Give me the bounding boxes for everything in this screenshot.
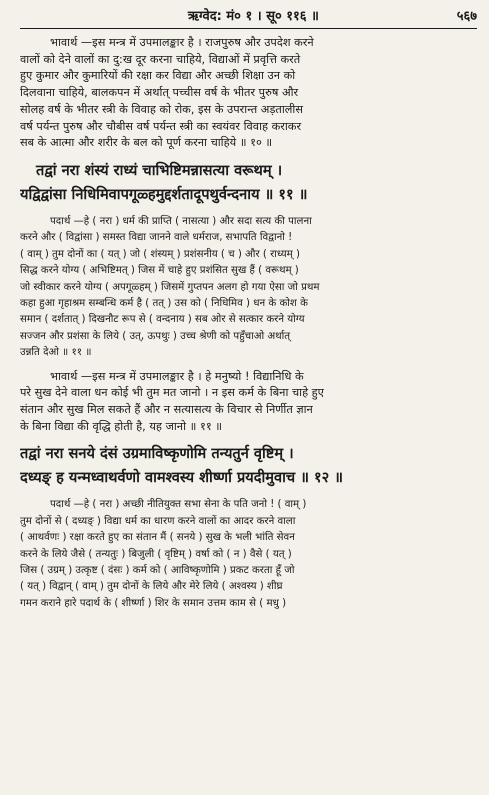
text-line: वर्ष पर्यन्त पुरुष और चौबीस वर्ष पर्यन्त स्त्री का स्वयंवर विवाह कराकर xyxy=(20,119,302,133)
bhavartha-mantra-10 xyxy=(20,35,477,152)
text-line: सज्जन और प्रशंसा के लिये ( उत्, ऊपथुः ) उच्च श्रेणी को पहुँचाओ अर्थात् xyxy=(20,330,291,342)
text-line: जो स्वीकार करने योग्य ( अपगूळ्हम् ) जिसमें गुप्तपन अलग हो गया ऐसा जो प्रथम xyxy=(20,281,320,293)
text-line: दिलवाना चाहिये, बालकपन में अर्थात् पच्चीस वर्ष के भीतर पुरुष और xyxy=(20,86,299,100)
mantra-line: दध्यङ् ह यन्मध्वाथर्वणो वामश्वस्य शीर्ष्णा प्रयदीमुवाच ॥ १२ ॥ xyxy=(20,469,344,487)
mantra-11 xyxy=(20,159,477,207)
text-line: करने के लिये जैसे ( तन्यतुः ) बिजुली ( वृष्टिम् ) वर्षा को ( न ) वैसे ( यत् ) xyxy=(20,548,292,560)
text-line: ( आथर्वणः ) रक्षा करते हुए का संतान मैं ( सनये ) सुख के भली भांति सेवन xyxy=(20,532,295,544)
text-line: सिद्ध करने योग्य ( अभिष्टिमत् ) जिस में चाहे हुए प्रशंसित सुख हैं ( वरूथम् ) xyxy=(20,265,299,277)
text-line: ( यत् ) विद्वान् ( वाम् ) तुम दोनों के लिये और मेरे लिये ( अश्वस्य ) शीघ्र xyxy=(20,581,283,593)
text-line: हुए कुमार और कुमारियों की रक्षा कर विद्या और अच्छी शिक्षा उन को xyxy=(20,69,296,83)
text-line: पदार्थ —हे ( नरा ) धर्म की प्राप्ति ( नासत्या ) और सदा सत्य की पालना xyxy=(50,215,312,227)
page-header xyxy=(20,6,477,26)
text-line: पदार्थ —हे ( नरा ) अच्छी नीतियुक्त सभा सेना के पति जनो ! ( वाम् ) xyxy=(50,499,307,511)
text-line: भावार्थ —इस मन्त्र में उपमालङ्कार है । राजपुरुष और उपदेश करने xyxy=(50,36,314,49)
text-line: जिस ( उग्रम् ) उत्कृष्ट ( दंसः ) कर्म को ( आविष्कृणोमि ) प्रकट करता हूँ जो xyxy=(20,565,295,577)
text-line: तुम दोनों से ( दध्यङ् ) विद्या धर्म का धारण करने वालों का आदर करने वाला xyxy=(20,515,296,527)
text-line: के बिना विद्या की वृद्धि होती है, यह जानो ॥ ११ ॥ xyxy=(20,419,223,433)
padartha-mantra-11 xyxy=(20,214,477,362)
text-line: कहा हुआ गृहाश्रम सम्बन्धि कर्म है ( तत् ) उस को ( निधिमिव ) धन के कोश के xyxy=(20,297,308,309)
text-line: गमन कराने हारे पदार्थ के ( शीर्ष्णा ) शिर के समान उत्तम काम से ( मधु ) xyxy=(20,597,287,609)
header-rule xyxy=(20,28,477,29)
text-line: वालों को देने वालों का दु:ख दूर करना चाहिये, विद्याओं में प्रवृत्ति करते xyxy=(20,52,301,66)
page-number: ५६७ xyxy=(456,9,477,24)
text-line: संतान और सुख मिल सकते हैं और न सत्यासत्य के विचार से निर्णीत ज्ञान xyxy=(20,402,313,416)
text-line: ( वाम् ) तुम दोनों का ( यत् ) जो ( शंस्यम् ) प्रशंसनीय ( च ) और ( राध्यम् ) xyxy=(20,248,300,260)
mantra-line: तद्वां नरा सनये दंसं उग्रमाविष्कृणोमि तन्यतुर्न वृष्टिम् । xyxy=(20,445,294,463)
text-line: परे सुख देने वाला धन कोई भी तुम मत जानो । न इस कर्म के बिना चाहे हुए xyxy=(20,386,324,400)
running-title: ऋग्वेद: मं० १ । सू० ११६ ॥ xyxy=(187,9,319,24)
mantra-line: तद्वां नरा शंस्यं राध्यं चाभिष्टिमन्नासत्या वरूथम् । xyxy=(36,161,283,179)
text-line: करने और ( विद्वांसा ) समस्त विद्या जानने वाले धर्मराज, सभापति विद्वानो ! xyxy=(20,232,293,244)
text-line: भावार्थ —इस मन्त्र में उपमालङ्कार है । हे मनुष्यो ! विद्यानिधि के xyxy=(50,369,304,383)
text-line: सोलह वर्ष के भीतर स्त्री के विवाह को रोक, इस के उपरान्त अड़तालीस xyxy=(20,102,303,116)
bhavartha-mantra-11 xyxy=(20,369,477,436)
padartha-mantra-12 xyxy=(20,497,477,612)
mantra-12 xyxy=(20,442,477,490)
text-line: उन्नति देओ ॥ ११ ॥ xyxy=(20,347,92,359)
mantra-line: यद्विद्वांसा निधिमिवापगूळ्हमुद्दर्शतादूपथुर्वन्दनाय ॥ ११ ॥ xyxy=(20,185,308,203)
text-line: समान ( दर्शतात् ) दिखनौट रूप से ( वन्दनाय ) सब ओर से सत्कार करने योग्य xyxy=(20,314,305,326)
text-line: सब के आत्मा और शरीर के बल को पूर्ण करना चाहिये ॥ १० ॥ xyxy=(20,136,273,150)
